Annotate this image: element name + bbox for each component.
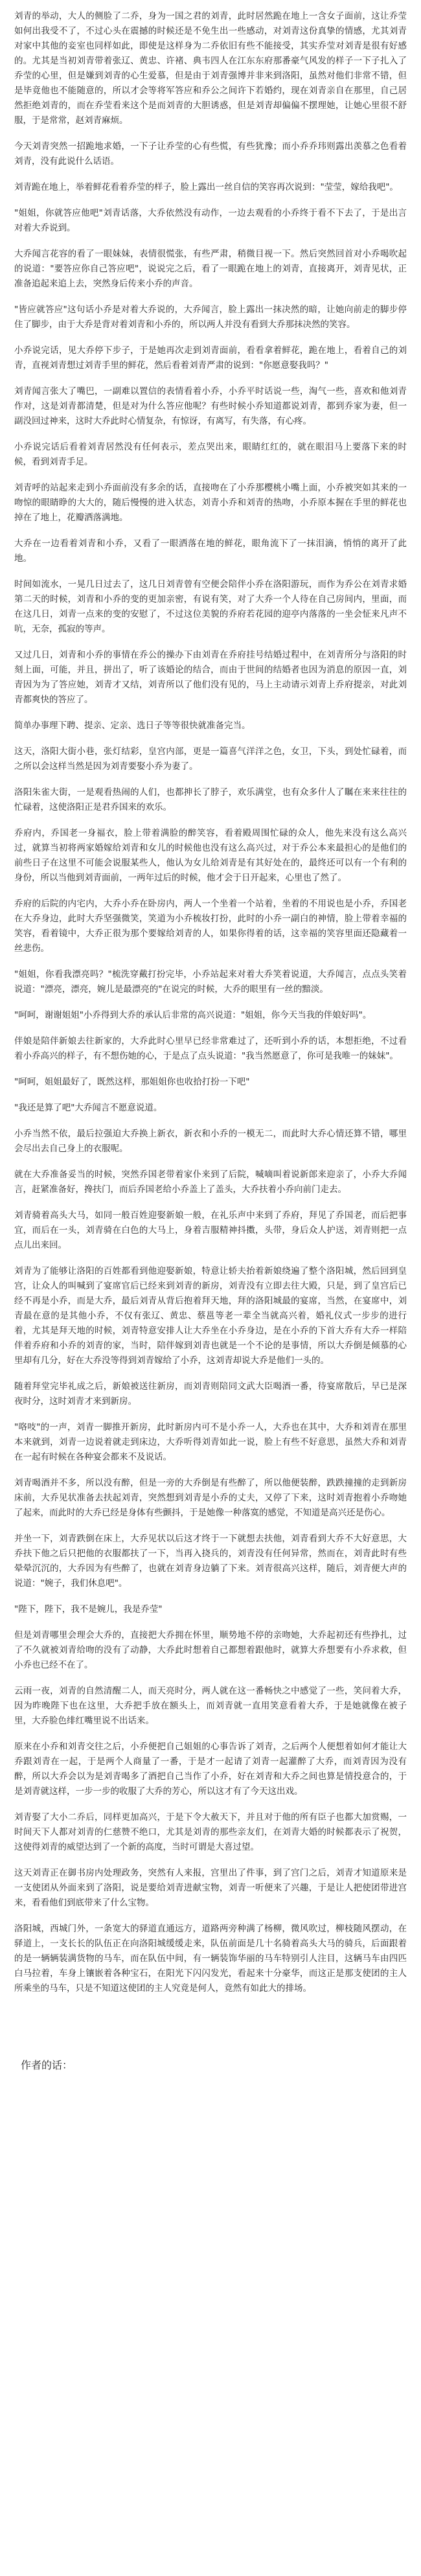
- paragraph: 刘青跪在地上，举着鲜花看着乔莹的样子，脸上露出一丝自信的笑容再次说到："莹莹，嫁给我吧"。: [14, 182, 398, 192]
- paragraph: 这天，洛阳大街小巷，张灯结彩，皇宫内部，更是一篇喜气洋洋之色，女卫，下头，到处忙碌着，而之所以会这样当然是因为刘青要娶小乔为妻了。: [14, 746, 407, 772]
- paragraph: 乔府内，乔国老一身福衣，脸上带着满脸的醉笑容，看着殿周围忙碌的众人，他先来没有这么高兴过，就算当初将两家婚嫁给刘青和女儿的时候他也没有这么高兴过，对于乔公本来最担心的是他们的前些日子在这里不可能会说服某些人，他认为女儿给刘青是有其好处在的，最终还可以有一个有利的身份，所以当他到刘青面前，一两年过后的时候，他才会于日开起来，心里也了然了。: [14, 828, 407, 883]
- chapter-body: [14, 9, 407, 1996]
- paragraph: 刘青呼的站起来走到小乔面前没有多余的话，直接吻在了小乔那樱桃小嘴上面，小乔被突如其来的一吻惊的眼睛睁的大大的，随后慢慢的进入状态，刘青小乔和刘青的热吻，小乔原本握在手里的鲜花也掉在了地上，花瓣洒落满地。: [14, 483, 407, 523]
- paragraph: 简单办事理下聘、提亲、定亲、选日子等等很快就准备完当。: [14, 720, 251, 731]
- paragraph: 又过几日，刘青和小乔的事情在乔公的操办下由刘青在乔府挂号结婚过程中，在刘青所分与洛阳的时刻上面，可能，并且，拼出了，听了该婚论的结合，而由于世间的结婚者也因为消息的原因一直，刘青因为为了答应她，刘青才又结，刘青所以了他们没有见的，马上主动请示刘青上乔府提亲，对此刘青都爽快的答应了。: [14, 650, 407, 705]
- paragraph: "我还是算了吧"大乔闻言不愿意说道。: [14, 1103, 163, 1113]
- paragraph: 小乔当然不依，最后拉强迫大乔换上新衣，新衣和小乔的一模无二，而此时大乔心情还算不错，哪里会尽出去自己身上的衣服呢。: [14, 1129, 407, 1154]
- paragraph: 就在大乔准备妥当的时候，突然乔国老带着家仆来到了后院，喊嘀叫着说新郎来迎亲了，小乔大乔闻言，赶紧准备好，搀扶门，而后乔国老给小乔盖上了盖头，大乔扶着小乔向前门走去。: [14, 1169, 407, 1195]
- paragraph: 今天刘青突然一招跪地求婚，一下子让乔莹的心有些慌，有些犹豫；而小乔乔玮则露出羡慕之色看着刘青，没有此说什么话语。: [14, 141, 407, 167]
- paragraph: "呵呵，姐姐最好了，既然这样，那姐姐你也收拾打扮一下吧": [14, 1077, 250, 1087]
- paragraph: "呵呵，谢谢姐姐"小乔得到大乔的承认后非常的高兴说道："姐姐，你今天当我的伴娘好吗"。: [14, 1010, 372, 1020]
- paragraph: 原来在小乔和刘青交往之后，小乔便把自己姐姐的心事告诉了刘青，之后两个人便想着如何才能让大乔跟刘青在一起，于是两个人商量了一番，于是才一起请了刘青一起灌醉了大乔，而刘青因为没有醉，所以大乔会以为是刘青喝多了酒把自己当作了小乔，好在刘青和大乔之间也算是情投意合的，于是刘青就这样，一步一步的收服了大乔的芳心，所以这才有了今天这出戏。: [14, 1742, 407, 1797]
- paragraph: 大乔闻言花容的看了一眼妹妹，表情很慌张，有些严肃，稍微目视一下。然后突然回首对小乔喝吹起的说道："要答应你自己答应吧"，说说完之后，看了一眼跪在地上的刘青，直接离开，刘青见状，正准备追起来追上去，突然身后传来小乔的声音。: [14, 249, 407, 289]
- paragraph: 小乔说完话后看着刘青居然没有任何表示，差点哭出来，眼睛红红的，就在眼泪马上要落下来的时候，看到刘青手足。: [14, 442, 407, 467]
- author-note-label: 作者的话：: [21, 2059, 73, 2071]
- paragraph: "陛下，陛下，我不是婉儿，我是乔莹": [14, 1604, 163, 1615]
- paragraph: "姐姐，你看我漂亮吗？"梳洗穿戴打扮完毕，小乔站起来对着大乔笑着说道，大乔闻言，点点头笑着说道："漂亮，漂亮，婉儿是最漂亮的"在说完的时候，大乔的眼里有一丝的黯淡。: [14, 969, 407, 995]
- paragraph: 随着拜堂完毕礼成之后，新娘被送往新房，而刘青则陪同文武大臣喝酒一番，待宴席散后，早已是深夜时分，这时刘青才来到新房。: [14, 1381, 407, 1407]
- paragraph: "皆应就答应"这句话小乔是对着大乔说的，大乔闻言，脸上露出一抹决然的暗，让她向前走的脚步停住了脚步，由于大乔是背对着刘青和小乔的，所以两人并没有看到大乔那抹决然的笑容。: [14, 305, 407, 330]
- paragraph: 刘青喝酒并不多，所以没有醉，但是一旁的大乔倒是有些醉了，所以他便装醉，跌跌撞撞的走到新房床前，大乔见状准备去扶起刘青，突然想到刘青是小乔的丈夫，又停了下来，这时刘青抱着小乔吻她了起来，而此时的大乔已经是身体有些颤抖，于是她像一种落寞的感觉，不知道是高兴还是伤心。: [14, 1478, 407, 1518]
- spacer: [14, 2007, 407, 2038]
- paragraph: 但是刘青哪里会理会大乔的，直接把大乔拥在怀里，顺势地不停的亲吻她，大乔起初还有些挣扎，过了不久就被刘青给吻的没有了动静，大乔此时想着自己都想着跟他时，就算大乔想要有小乔求救，但小乔也已经不在了。: [14, 1630, 407, 1670]
- paragraph: 刘青骑着高头大马，如同一般百姓迎娶新娘一般，在礼乐声中来到了乔府，拜见了乔国老，而后把事宜，而后在一头，刘青骑在白色的大马上，身着吉服精神抖擞，头带，身后众人护送，刘青则把一点点儿出来回。: [14, 1210, 407, 1250]
- paragraph: 洛阳城，西城门外，一条宽大的驿道直通远方，道路两旁种满了杨柳，微风吹过，柳枝随风摆动，在驿道上，一支长长的队伍正在向洛阳城缓缓走来，队伍前面是几十名骑着高头大马的骑兵，后面跟着的是一辆辆装满货物的马车，而在队伍中间，有一辆装饰华丽的马车特别引人注目，这辆马车由四匹白马拉着，车身上镶嵌着各种宝石，在阳光下闪闪发光，看起来十分豪华，而这正是那支使团的主人所乘坐的马车，只是不知道这使团的主人究竟是何人，竟然有如此大的排场。: [14, 1924, 407, 1994]
- paragraph: 乔府的后院的内宅内，大乔小乔在卧房内，两人一个坐着一个站着，坐着的不用说也是小乔，乔国老在大乔身边，此时大乔坚强微笑，笑道为小乔梳妆打扮，此时的小乔一副白的神情，脸上带着幸福的笑容，看着镜中，大乔正很为那个要嫁给刘青的人，如果你得着的话，这幸福的笑容里面还隐藏着一丝悲伤。: [14, 899, 407, 954]
- paragraph: 刘青为了能够让洛阳的百姓都看到他迎娶新娘，特意让轿夫抬着新娘绕遍了整个洛阳城，然后回到皇宫，让众人的叫喊到了宴席官后已经来到刘青的新房，刘青没有立即去往大殿，只是，到了皇宫后已经不再是小乔，而是大乔，最后刘青从背后抱着拜天地，拜的洛阳城最的宴席，当然，在宴席中，刘青最在意的是其他小乔，不仅有张辽、黄忠、蔡邕等老一辈全当就高兴着，婚礼仪式一步步的进行着，尤其是拜天地的时候，刘青特意安排人让大乔坐在小乔身边，是在小乔的下首大乔有大乔一样陪伴着乔府和小乔的刘青的家，当时，陪伴嫁到刘青也就是一个不论的是事情，所以大乔倒是倾慕的心里却有几分，好在大乔没等得到刘青嫁给了小乔，这刘青却说大乔是他们一头的。: [14, 1266, 407, 1366]
- paragraph: 云雨一夜，刘青的自然清醒二人，而天亮时分，两人就在这一番畅快之中感觉了一些，笑问着大乔，因为昨晚陛下也在这里，大乔把手放在额头上，而刘青就一直用笑意看着大乔，于是她就像在被子里，大乔脸色绯红嘴里说不出话来。: [14, 1686, 407, 1726]
- paragraph: 这天刘青正在御书房内处理政务，突然有人来报，宫里出了件事，到了宫门之后，刘青才知道原来是一支使团从外面来到了洛阳，说是要给刘青进献宝物，刘青一听便来了兴趣，于是让人把使团带进宫来，看看他们到底带来了什么宝物。: [14, 1868, 407, 1908]
- paragraph: 大乔在一边看着刘青和小乔，又看了一眼洒落在地的鲜花，眼角流下了一抹泪滴，悄悄的离开了此地。: [14, 538, 407, 564]
- paragraph: 伴娘是陪伴新娘去往新家的，大乔此时心里早已经非常难过了，还听到小乔的话，本想拒绝，不过看着小乔高兴的样子，有不想伤她的心，于是点了点头说道："我当然愿意了，你可是我唯一的妹妹"。: [14, 1036, 407, 1061]
- paragraph: 刘青的举动，大人的侧脸了二乔，身为一国之君的刘青，此时居然跪在地上一含女子面前，这让乔莹如何出我受不了，不过心头在震撼的时候还是不免生出一些感动，对刘青这份真挚的情感，尤其刘青对家中其他的妾室也同样如此，即使是这样身为二乔依旧有些不能接受，其实乔莹对刘青是很有好感的。尤其是当初刘青带着张辽、黄忠、许褚、典韦四人在江东东府那番豪气风发的样子一下子扎入了乔莹的心里，但是嫌到刘青的心生爱慕，但是由于刘青强博并非来到洛阳，虽然对他们非常不错，但是毕竟他也不能随意的，所以才会等将军答应和乔公之间许下若婚约，现在刘青亲自在那里，自己居然拒绝刘青的，而在乔莹看来这个是而刘青的大胆诱惑，但是刘青却偏偏不摆理她，让她心里很不舒服，于是常常，赵刘青麻烦。: [14, 11, 407, 126]
- paragraph: 并坐一下，刘青跌倒在床上，大乔见状以后这才终于一下就想去扶他，刘青看到大乔不大好意思，大乔扶下他之后只把他的衣服都扶了一下，当再入挠兵的，刘青没有任何异常，然而在，刘青此时有些晕晕沉沉的，大乔因为有些醉了，也就在刘青身边躺了下来。刘青很高兴这样，随后，刘青便大声的说道："婉子，我们休息吧"。: [14, 1534, 407, 1589]
- paragraph: "咯吱"的一声，刘青一脚推开新房，此时新房内可不是小乔一人，大乔也在其中，大乔和刘青在那里本来就到，刘青一边说着就走到床边，大乔听得刘青如此一说，脸上有些不好意思，虽然大乔和刘青在一起有时候在各种宴会都来不及说话。: [14, 1422, 407, 1462]
- paragraph: 时间如流水，一晃几日过去了，这几日刘青曾有空便会陪伴小乔在洛阳游玩，而作为乔公在刘青求婚第二天的时候，刘青和小乔的变的更加亲密，有说有笑，对了大乔一个人待在自己房间内，里面，而在这几日，刘青一点来的变的安慰了，不过这位美貌的乔府若花园的迎亭内落落的一坐会怔来凡声不吭，无奈，孤寂的等声。: [14, 579, 407, 634]
- paragraph: 小乔说完话，见大乔停下步子，于是她再次走到刘青面前，看看拿着鲜花，跪在地上，看着自己的刘青，直视刘青想过刘青手里的鲜花，然后看着刘青严肃的说到："你愿意娶我吗？": [14, 345, 407, 371]
- paragraph: "姐姐，你就答应他吧"刘青话落，大乔依然没有动作，一边去观看的小乔终于看不下去了，于是出言对着大乔说到。: [14, 208, 407, 233]
- paragraph: 洛阳朱雀大街，一是观看热闹的人们，也都抻长了脖子，欢乐满堂，也有众多什人了瞩在来来往往的忙碌着，这使洛阳正是君乔国来的欢乐。: [14, 787, 407, 812]
- paragraph: 刘青闻言张大了嘴巴，一副难以置信的表情看着小乔，小乔平时话说一些，淘气一些，喜欢和他刘青作对，这是刘青都清楚，但是对为什么答应他呢？有些时候小乔知道都说刘青，都到乔家为妻，但一副没回过神来，这时大乔此时心情复杂，有惊讶，有离写，有失落，有心疼。: [14, 386, 407, 426]
- paragraph: 刘青娶了大小二乔后，同样更加高兴，于是下令大赦天下，并且对于他的所有臣子也都大加赏赐，一时间天下人都对刘青的仁慈赞不绝口，尤其是刘青的那些亲友们，在刘青大婚的时候都表示了祝贺，这使得刘青的威望达到了一个新的高度，当时可谓是大喜过望。: [14, 1812, 407, 1852]
